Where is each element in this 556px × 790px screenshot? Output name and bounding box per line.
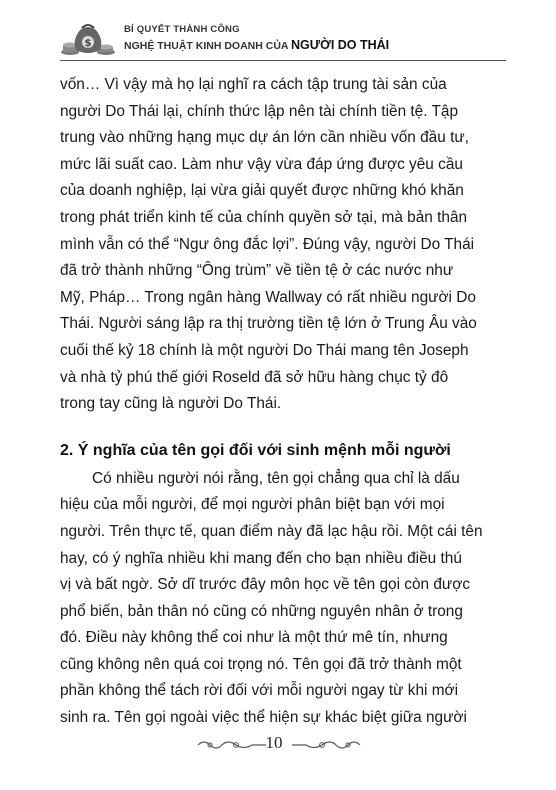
section-heading: 2. Ý nghĩa của tên gọi đối với sinh mệnh mỗi người (60, 441, 451, 459)
page-footer (0, 730, 556, 756)
running-header (60, 18, 500, 58)
header-text (124, 24, 389, 52)
book-title-emphasis: NGƯỜI DO THÁI (291, 38, 390, 52)
money-bag-logo-icon (60, 18, 116, 58)
body-paragraph-1: vốn… Vì vậy mà họ lại nghĩ ra cách tập trung tài sản của người Do Thái lại, chính thức lập nên tài chính tiền tệ. Tập trung vào những hạng mục dự án lớn cần nhiều vốn đầu tư, mức lãi suất cao. Làm như vậy vừa đáp ứng được yêu cầu của doanh nghiệp, lại vừa giải quyết được những khó khăn trong phát triển kinh tế của chính quyền sở tại, mà bản thân mình vẫn có thể “Ngư ông đắc lợi”. Đúng vậy, người Do Thái đã trở thành những “Ông trùm” về tiền tệ ở các nước như Mỹ, Pháp… Trong ngân hàng Wallway có rất nhiều người Do Thái. Người sáng lập ra thị trường tiền tệ lớn ở Trung Âu vào cuối thế kỷ 18 chính là một người Do Thái mang tên Joseph và nhà tỷ phú thế giới Roseld đã sở hữu hàng chục tỷ đô trong tay cũng là người Do Thái. (60, 76, 477, 413)
book-title-prefix: NGHỆ THUẬT KINH DOANH CỦA (124, 40, 289, 52)
body-paragraph-2: Có nhiều người nói rằng, tên gọi chẳng qua chỉ là dấu hiệu của mỗi người, để mọi người phân biệt bạn với mọi người. Trên thực tế, quan điểm này đã lạc hậu rồi. Một cái tên hay, có ý nghĩa nhiều khi mang đến cho bạn nhiều điều thú vị và bất ngờ. Sở dĩ trước đây môn học về tên gọi còn được phổ biến, bản thân nó cũng có những nguyên nhân ở trong đó. Điều này không thể coi như là một thứ mê tín, nhưng cũng không nên quá coi trọng nó. Tên gọi đã trở thành một phần không thể tách rời đối với mỗi người ngay từ khi mới sinh ra. Tên gọi ngoài việc thể hiện sự khác biệt giữa người (60, 469, 483, 727)
page-body (60, 72, 506, 732)
svg-text:$: $ (84, 38, 92, 49)
flourish-right-icon (290, 738, 362, 752)
header-rule (60, 60, 506, 61)
series-title: BÍ QUYẾT THÀNH CÔNG (124, 24, 240, 35)
book-title (124, 38, 389, 52)
page-number: 10 (265, 733, 283, 752)
